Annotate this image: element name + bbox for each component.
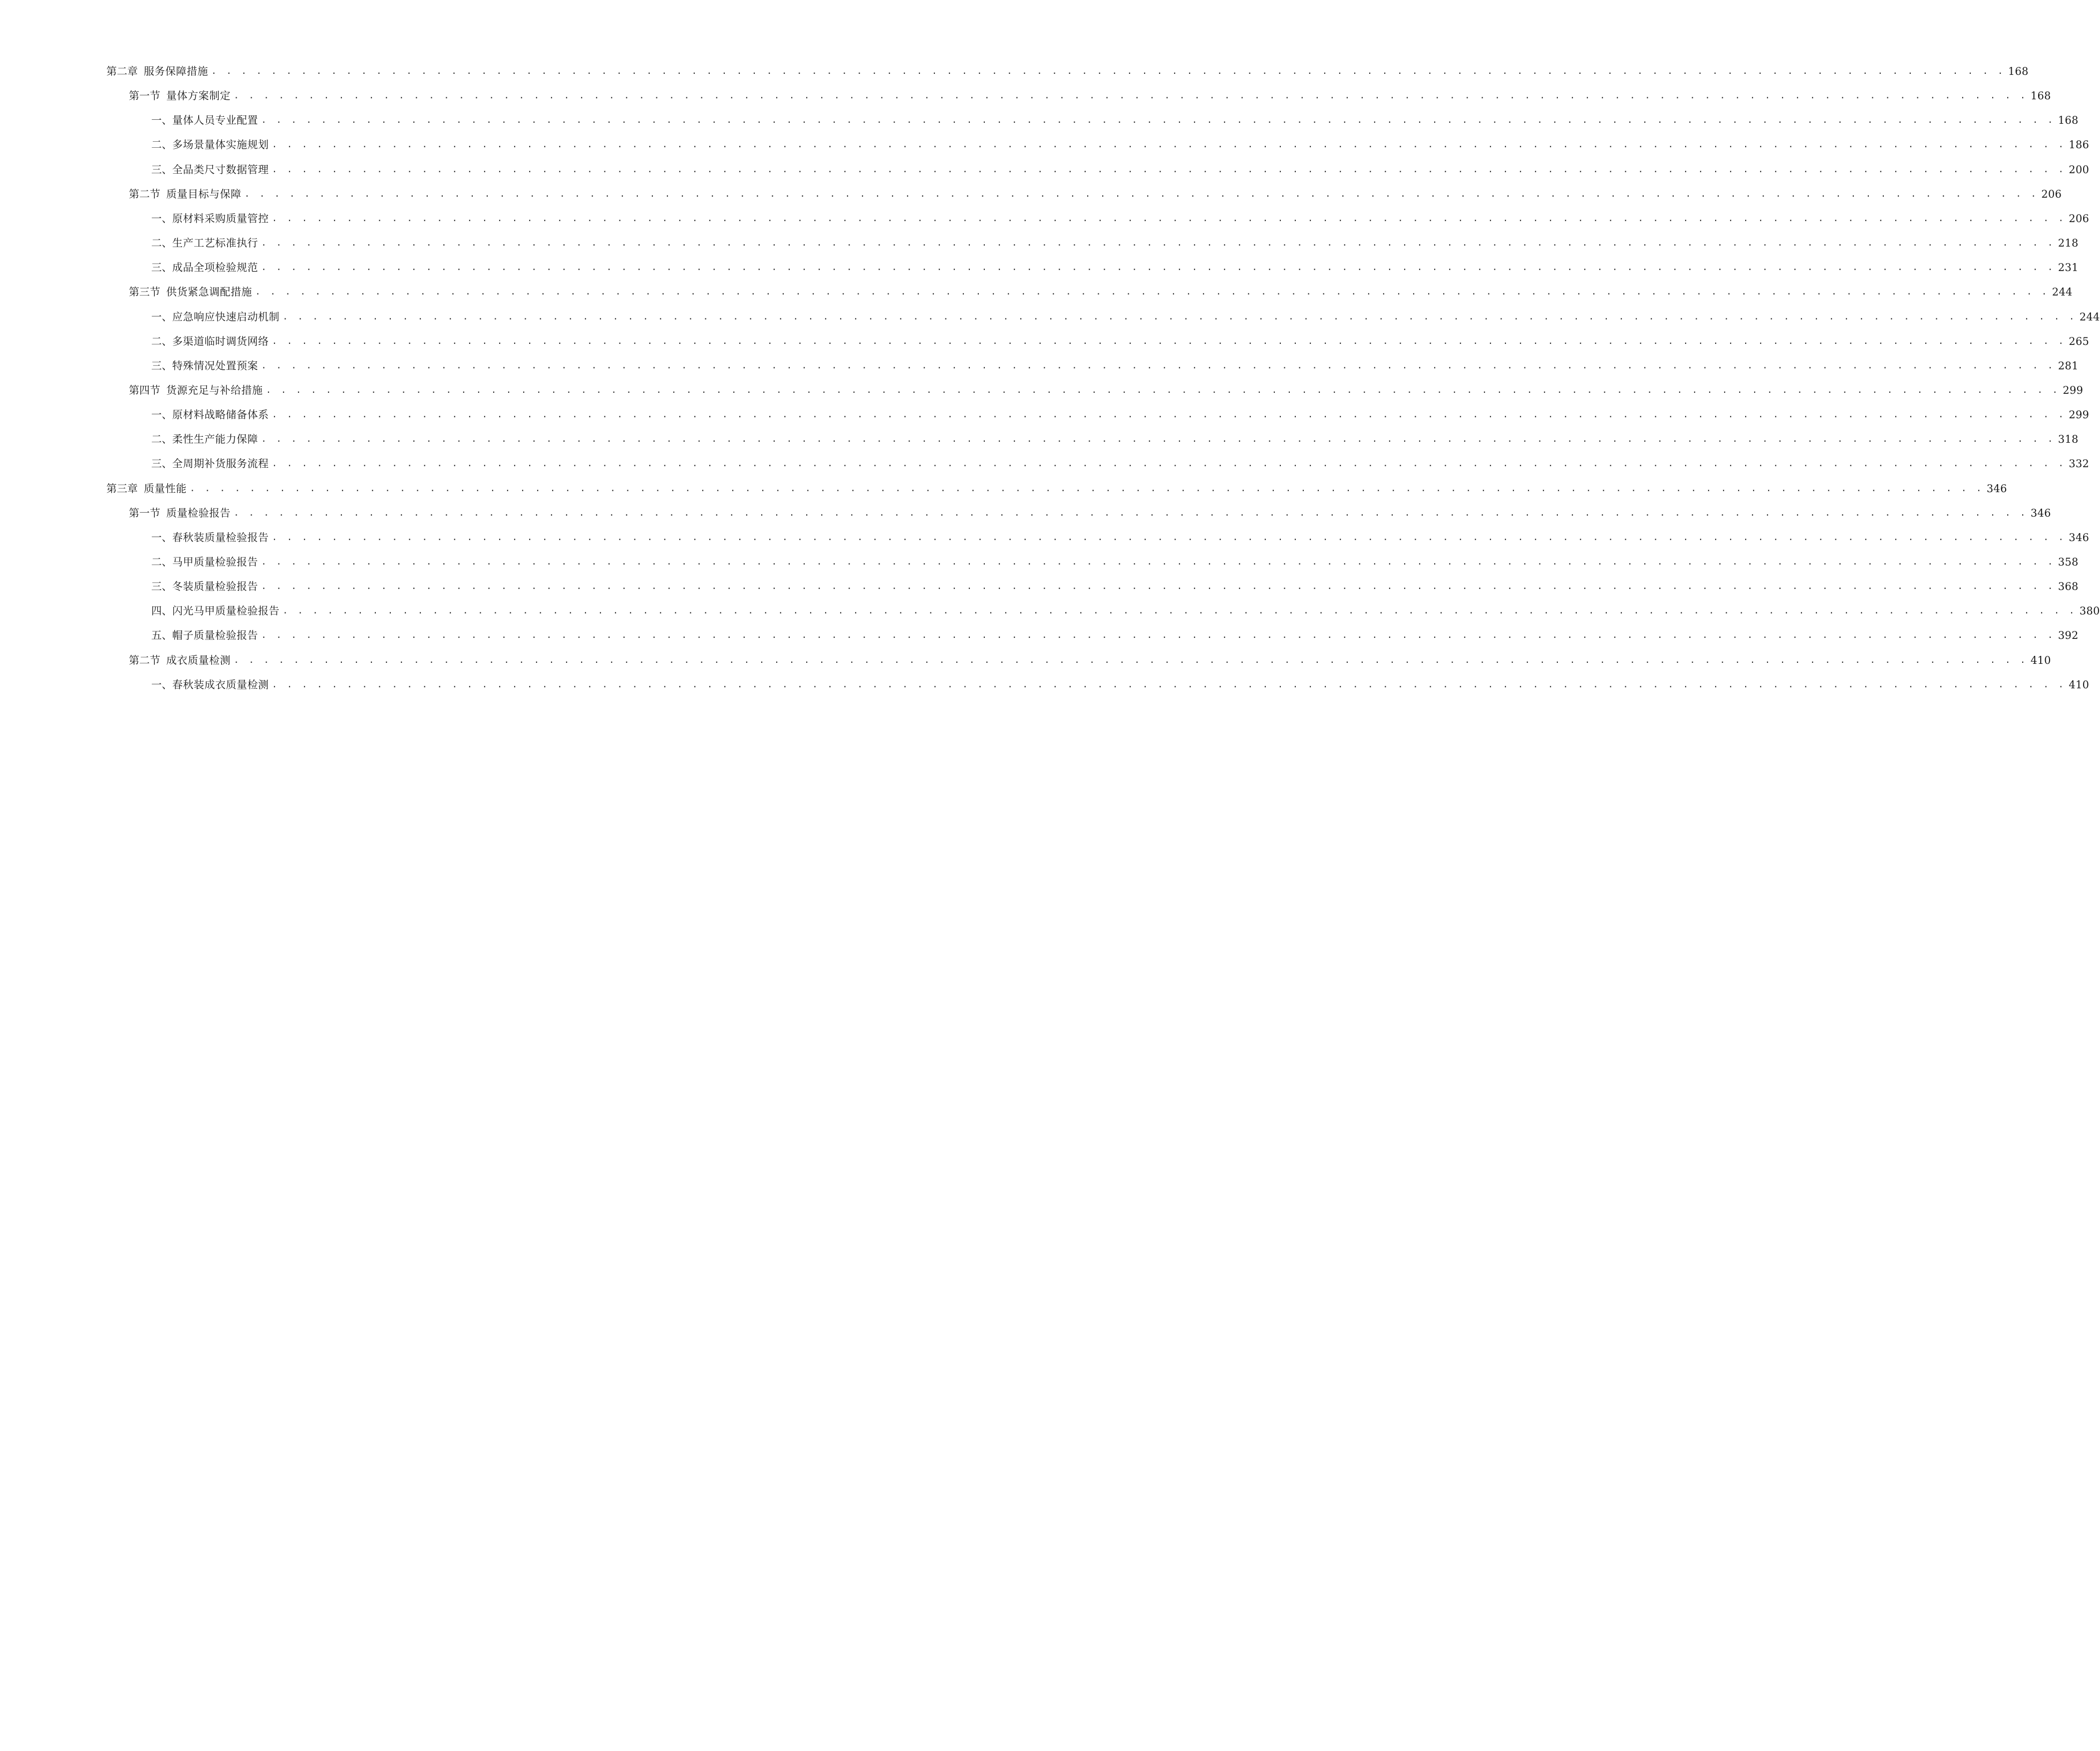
toc-entry-line xyxy=(151,357,2079,375)
toc-entry[interactable] xyxy=(0,676,2090,694)
toc-entry-line xyxy=(151,430,2079,448)
toc-entry-title: 质量目标与保障 xyxy=(166,188,242,200)
toc-entry-line xyxy=(151,455,2090,473)
toc-entry-number: 第四节 xyxy=(129,384,160,396)
toc-entry-number: 五、 xyxy=(151,629,172,642)
toc-entry-line xyxy=(151,626,2079,644)
toc-entry-line xyxy=(106,480,2007,498)
toc-entry-line xyxy=(151,259,2079,277)
toc-entry-page-number: 318 xyxy=(2058,433,2079,446)
toc-entry[interactable] xyxy=(0,626,2079,644)
toc-entry-page-number: 168 xyxy=(2058,114,2079,127)
toc-entry-line xyxy=(151,602,2100,620)
dot-leader: . . . . . . . . . . . . . . . . . . . . . . . . . . . . . . . . . . . . . . . . . . . . . . . . . . . . . . . . . . . . . . . . . . . . . . . . . . . . . . . . . . . . . . . . . . . . . . . . . . . . . . . . . . . . . . . . . . . . . . . . xyxy=(261,581,2055,592)
toc-entry-line xyxy=(129,504,2051,522)
toc-entry-title: 量体人员专业配置 xyxy=(172,114,258,127)
toc-entry[interactable] xyxy=(0,185,2062,203)
toc-entry-title: 春秋装质量检验报告 xyxy=(172,531,269,544)
toc-entry-number: 二、 xyxy=(151,433,172,446)
toc-entry-page-number: 346 xyxy=(2069,531,2090,544)
toc-entry-line xyxy=(151,332,2090,350)
toc-entry-number: 一、 xyxy=(151,114,172,127)
toc-entry-line xyxy=(151,210,2090,228)
toc-entry-line xyxy=(151,529,2090,547)
toc-entry-page-number: 168 xyxy=(2008,65,2029,77)
toc-entry-number: 第一节 xyxy=(129,90,160,102)
dot-leader: . . . . . . . . . . . . . . . . . . . . . . . . . . . . . . . . . . . . . . . . . . . . . . . . . . . . . . . . . . . . . . . . . . . . . . . . . . . . . . . . . . . . . . . . . . . . . . . . . . . . . . . . . . . . . . . . . . . . . . . . xyxy=(272,409,2066,420)
toc-entry-title: 成衣质量检测 xyxy=(166,654,231,666)
toc-entry[interactable] xyxy=(0,210,2090,228)
toc-entry-title: 货源充足与补给措施 xyxy=(166,384,263,396)
toc-entry[interactable] xyxy=(0,651,2051,669)
toc-entry-page-number: 368 xyxy=(2058,581,2079,593)
toc-entry[interactable] xyxy=(0,455,2090,473)
toc-entry-title: 多渠道临时调货网络 xyxy=(172,335,269,347)
toc-entry-line xyxy=(129,381,2084,399)
dot-leader: . . . . . . . . . . . . . . . . . . . . . . . . . . . . . . . . . . . . . . . . . . . . . . . . . . . . . . . . . . . . . . . . . . . . . . . . . . . . . . . . . . . . . . . . . . . . . . . . . . . . . . . . . . . . . . . . . . . . . . . . xyxy=(261,434,2055,445)
toc-entry-number: 第一节 xyxy=(129,507,160,519)
dot-leader: . . . . . . . . . . . . . . . . . . . . . . . . . . . . . . . . . . . . . . . . . . . . . . . . . . . . . . . . . . . . . . . . . . . . . . . . . . . . . . . . . . . . . . . . . . . . . . . . . . . . . . . . . . . . . . . . . . . . . . . . xyxy=(266,384,2060,395)
toc-entry-page-number: 265 xyxy=(2069,335,2090,347)
toc-entry-number: 第二节 xyxy=(129,654,160,666)
toc-entry-page-number: 392 xyxy=(2058,629,2079,642)
toc-entry-title: 柔性生产能力保障 xyxy=(172,433,258,446)
toc-entry-title: 供货紧急调配措施 xyxy=(166,286,252,298)
toc-entry[interactable] xyxy=(0,430,2079,448)
toc-entry-number: 三、 xyxy=(151,581,172,593)
toc-entry-line xyxy=(151,406,2090,424)
toc-entry[interactable] xyxy=(0,136,2090,154)
toc-entry[interactable] xyxy=(0,553,2079,571)
toc-entry-line xyxy=(151,234,2079,252)
toc-entry-line xyxy=(151,161,2090,179)
dot-leader: . . . . . . . . . . . . . . . . . . . . . . . . . . . . . . . . . . . . . . . . . . . . . . . . . . . . . . . . . . . . . . . . . . . . . . . . . . . . . . . . . . . . . . . . . . . . . . . . . . . . . . . . . . . . . . . . . . . . . . . . xyxy=(272,213,2066,224)
toc-entry-line xyxy=(151,553,2079,571)
toc-entry-page-number: 299 xyxy=(2063,384,2084,396)
toc-entry-line xyxy=(106,62,2029,80)
toc-entry-title: 特殊情况处置预案 xyxy=(172,359,258,372)
toc-entry-number: 二、 xyxy=(151,237,172,250)
toc-entry-line xyxy=(129,651,2051,669)
toc-entry-line xyxy=(151,308,2100,326)
toc-entry-page-number: 200 xyxy=(2069,163,2090,176)
toc-entry[interactable] xyxy=(0,234,2079,252)
toc-entry-page-number: 186 xyxy=(2069,139,2090,151)
toc-entry[interactable] xyxy=(0,381,2084,399)
toc-entry-page-number: 218 xyxy=(2058,237,2079,250)
toc-entry-page-number: 380 xyxy=(2079,605,2100,617)
toc-entry-line xyxy=(151,578,2079,595)
toc-entry[interactable] xyxy=(0,406,2090,424)
toc-entry-page-number: 410 xyxy=(2030,654,2051,666)
toc-entry-title: 原材料采购质量管控 xyxy=(172,212,269,225)
dot-leader: . . . . . . . . . . . . . . . . . . . . . . . . . . . . . . . . . . . . . . . . . . . . . . . . . . . . . . . . . . . . . . . . . . . . . . . . . . . . . . . . . . . . . . . . . . . . . . . . . . . . . . . . . . . . . . . . . . . . . . . . xyxy=(211,66,2005,76)
toc-entry-page-number: 206 xyxy=(2041,188,2062,200)
toc-entry[interactable] xyxy=(0,283,2073,301)
toc-entry[interactable] xyxy=(0,62,2029,80)
toc-entry-title: 应急响应快速启动机制 xyxy=(172,310,280,323)
toc-entry-number: 二、 xyxy=(151,556,172,568)
dot-leader: . . . . . . . . . . . . . . . . . . . . . . . . . . . . . . . . . . . . . . . . . . . . . . . . . . . . . . . . . . . . . . . . . . . . . . . . . . . . . . . . . . . . . . . . . . . . . . . . . . . . . . . . . . . . . . . . . . . . . . . . xyxy=(272,164,2066,175)
dot-leader: . . . . . . . . . . . . . . . . . . . . . . . . . . . . . . . . . . . . . . . . . . . . . . . . . . . . . . . . . . . . . . . . . . . . . . . . . . . . . . . . . . . . . . . . . . . . . . . . . . . . . . . . . . . . . . . . . . . . . . . . xyxy=(272,532,2066,543)
toc-entry-title: 全品类尺寸数据管理 xyxy=(172,163,269,176)
toc-entry-number: 一、 xyxy=(151,212,172,225)
dot-leader: . . . . . . . . . . . . . . . . . . . . . . . . . . . . . . . . . . . . . . . . . . . . . . . . . . . . . . . . . . . . . . . . . . . . . . . . . . . . . . . . . . . . . . . . . . . . . . . . . . . . . . . . . . . . . . . . . . . . . . . . xyxy=(272,458,2066,469)
dot-leader: . . . . . . . . . . . . . . . . . . . . . . . . . . . . . . . . . . . . . . . . . . . . . . . . . . . . . . . . . . . . . . . . . . . . . . . . . . . . . . . . . . . . . . . . . . . . . . . . . . . . . . . . . . . . . . . . . . . . . . . . xyxy=(234,654,2028,665)
dot-leader: . . . . . . . . . . . . . . . . . . . . . . . . . . . . . . . . . . . . . . . . . . . . . . . . . . . . . . . . . . . . . . . . . . . . . . . . . . . . . . . . . . . . . . . . . . . . . . . . . . . . . . . . . . . . . . . . . . . . . . . . xyxy=(261,557,2055,567)
toc-entry[interactable] xyxy=(0,504,2051,522)
toc-entry-page-number: 358 xyxy=(2058,556,2079,568)
dot-leader: . . . . . . . . . . . . . . . . . . . . . . . . . . . . . . . . . . . . . . . . . . . . . . . . . . . . . . . . . . . . . . . . . . . . . . . . . . . . . . . . . . . . . . . . . . . . . . . . . . . . . . . . . . . . . . . . . . . . . . . . xyxy=(272,679,2066,690)
toc-entry-title: 冬装质量检验报告 xyxy=(172,581,258,593)
toc-entry-title: 原材料战略储备体系 xyxy=(172,409,269,421)
toc-entry-number: 第二节 xyxy=(129,188,160,200)
toc-entry[interactable] xyxy=(0,111,2079,129)
toc-entry-title: 量体方案制定 xyxy=(166,90,231,102)
toc-entry-line xyxy=(129,87,2051,105)
toc-entry-number: 第二章 xyxy=(106,65,138,77)
dot-leader: . . . . . . . . . . . . . . . . . . . . . . . . . . . . . . . . . . . . . . . . . . . . . . . . . . . . . . . . . . . . . . . . . . . . . . . . . . . . . . . . . . . . . . . . . . . . . . . . . . . . . . . . . . . . . . . . . . . . . . . . xyxy=(244,188,2039,199)
toc-entry-line xyxy=(151,111,2079,129)
toc-entry-number: 三、 xyxy=(151,163,172,176)
toc-entry[interactable] xyxy=(0,161,2090,179)
toc-entry[interactable] xyxy=(0,529,2090,547)
toc-entry-page-number: 244 xyxy=(2052,286,2073,298)
dot-leader: . . . . . . . . . . . . . . . . . . . . . . . . . . . . . . . . . . . . . . . . . . . . . . . . . . . . . . . . . . . . . . . . . . . . . . . . . . . . . . . . . . . . . . . . . . . . . . . . . . . . . . . . . . . . . . . . . . . . . . . . xyxy=(190,483,1984,494)
toc-entry-title: 闪光马甲质量检验报告 xyxy=(172,605,280,617)
toc-entry[interactable] xyxy=(0,332,2090,350)
toc-entry[interactable] xyxy=(0,259,2079,277)
dot-leader: . . . . . . . . . . . . . . . . . . . . . . . . . . . . . . . . . . . . . . . . . . . . . . . . . . . . . . . . . . . . . . . . . . . . . . . . . . . . . . . . . . . . . . . . . . . . . . . . . . . . . . . . . . . . . . . . . . . . . . . . xyxy=(234,90,2028,101)
dot-leader: . . . . . . . . . . . . . . . . . . . . . . . . . . . . . . . . . . . . . . . . . . . . . . . . . . . . . . . . . . . . . . . . . . . . . . . . . . . . . . . . . . . . . . . . . . . . . . . . . . . . . . . . . . . . . . . . . . . . . . . . xyxy=(255,287,2049,297)
toc-entry[interactable] xyxy=(0,308,2100,326)
toc-entry-line xyxy=(151,136,2090,154)
toc-entry-page-number: 346 xyxy=(2030,507,2051,519)
toc-entry[interactable] xyxy=(0,602,2100,620)
toc-entry-number: 二、 xyxy=(151,335,172,347)
toc-entry-title: 服务保障措施 xyxy=(144,65,208,77)
toc-entry-number: 四、 xyxy=(151,605,172,617)
toc-entry-title: 帽子质量检验报告 xyxy=(172,629,258,642)
dot-leader: . . . . . . . . . . . . . . . . . . . . . . . . . . . . . . . . . . . . . . . . . . . . . . . . . . . . . . . . . . . . . . . . . . . . . . . . . . . . . . . . . . . . . . . . . . . . . . . . . . . . . . . . . . . . . . . . . . . . . . . . xyxy=(261,630,2055,641)
toc-entry-page-number: 410 xyxy=(2069,678,2090,691)
toc-entry-number: 三、 xyxy=(151,458,172,470)
toc-entry-title: 质量检验报告 xyxy=(166,507,231,519)
toc-entry-number: 二、 xyxy=(151,139,172,151)
toc-entry[interactable] xyxy=(0,480,2007,498)
toc-entry-line xyxy=(129,185,2062,203)
toc-entry[interactable] xyxy=(0,87,2051,105)
toc-entry-number: 第三节 xyxy=(129,286,160,298)
toc-entry-title: 全周期补货服务流程 xyxy=(172,458,269,470)
toc-entry-number: 第三章 xyxy=(106,482,138,495)
toc-entry-number: 一、 xyxy=(151,531,172,544)
toc-entry-number: 一、 xyxy=(151,310,172,323)
toc-entry-page-number: 299 xyxy=(2069,409,2090,421)
toc-entry-line xyxy=(129,283,2073,301)
toc-entry-page-number: 244 xyxy=(2079,310,2100,323)
toc-entry-number: 三、 xyxy=(151,262,172,274)
dot-leader: . . . . . . . . . . . . . . . . . . . . . . . . . . . . . . . . . . . . . . . . . . . . . . . . . . . . . . . . . . . . . . . . . . . . . . . . . . . . . . . . . . . . . . . . . . . . . . . . . . . . . . . . . . . . . . . . . . . . . . . . xyxy=(272,335,2066,346)
dot-leader: . . . . . . . . . . . . . . . . . . . . . . . . . . . . . . . . . . . . . . . . . . . . . . . . . . . . . . . . . . . . . . . . . . . . . . . . . . . . . . . . . . . . . . . . . . . . . . . . . . . . . . . . . . . . . . . . . . . . . . . . xyxy=(283,605,2077,616)
toc-entry-title: 质量性能 xyxy=(144,482,187,495)
dot-leader: . . . . . . . . . . . . . . . . . . . . . . . . . . . . . . . . . . . . . . . . . . . . . . . . . . . . . . . . . . . . . . . . . . . . . . . . . . . . . . . . . . . . . . . . . . . . . . . . . . . . . . . . . . . . . . . . . . . . . . . . xyxy=(272,139,2066,150)
toc-entry-page-number: 168 xyxy=(2030,90,2051,102)
toc-entry[interactable] xyxy=(0,357,2079,375)
dot-leader: . . . . . . . . . . . . . . . . . . . . . . . . . . . . . . . . . . . . . . . . . . . . . . . . . . . . . . . . . . . . . . . . . . . . . . . . . . . . . . . . . . . . . . . . . . . . . . . . . . . . . . . . . . . . . . . . . . . . . . . . xyxy=(261,238,2055,249)
toc-entry-page-number: 206 xyxy=(2069,212,2090,225)
toc-entry-number: 三、 xyxy=(151,359,172,372)
dot-leader: . . . . . . . . . . . . . . . . . . . . . . . . . . . . . . . . . . . . . . . . . . . . . . . . . . . . . . . . . . . . . . . . . . . . . . . . . . . . . . . . . . . . . . . . . . . . . . . . . . . . . . . . . . . . . . . . . . . . . . . . xyxy=(234,507,2028,518)
toc-entry-title: 春秋装成衣质量检测 xyxy=(172,678,269,691)
toc-entry-number: 一、 xyxy=(151,678,172,691)
toc-entry-page-number: 231 xyxy=(2058,262,2079,274)
toc-entry-page-number: 281 xyxy=(2058,359,2079,372)
toc-entry-page-number: 346 xyxy=(1986,482,2007,495)
toc-entry-title: 成品全项检验规范 xyxy=(172,262,258,274)
toc-entry-title: 生产工艺标准执行 xyxy=(172,237,258,250)
dot-leader: . . . . . . . . . . . . . . . . . . . . . . . . . . . . . . . . . . . . . . . . . . . . . . . . . . . . . . . . . . . . . . . . . . . . . . . . . . . . . . . . . . . . . . . . . . . . . . . . . . . . . . . . . . . . . . . . . . . . . . . . xyxy=(283,311,2077,322)
toc-entry-page-number: 332 xyxy=(2069,458,2090,470)
toc-entry-line xyxy=(151,676,2090,694)
toc-entry-title: 多场景量体实施规划 xyxy=(172,139,269,151)
toc-entry-title: 马甲质量检验报告 xyxy=(172,556,258,568)
dot-leader: . . . . . . . . . . . . . . . . . . . . . . . . . . . . . . . . . . . . . . . . . . . . . . . . . . . . . . . . . . . . . . . . . . . . . . . . . . . . . . . . . . . . . . . . . . . . . . . . . . . . . . . . . . . . . . . . . . . . . . . . xyxy=(261,115,2055,126)
dot-leader: . . . . . . . . . . . . . . . . . . . . . . . . . . . . . . . . . . . . . . . . . . . . . . . . . . . . . . . . . . . . . . . . . . . . . . . . . . . . . . . . . . . . . . . . . . . . . . . . . . . . . . . . . . . . . . . . . . . . . . . . xyxy=(261,262,2055,273)
toc-entry[interactable] xyxy=(0,578,2079,595)
toc-entry-number: 一、 xyxy=(151,409,172,421)
dot-leader: . . . . . . . . . . . . . . . . . . . . . . . . . . . . . . . . . . . . . . . . . . . . . . . . . . . . . . . . . . . . . . . . . . . . . . . . . . . . . . . . . . . . . . . . . . . . . . . . . . . . . . . . . . . . . . . . . . . . . . . . xyxy=(261,360,2055,371)
